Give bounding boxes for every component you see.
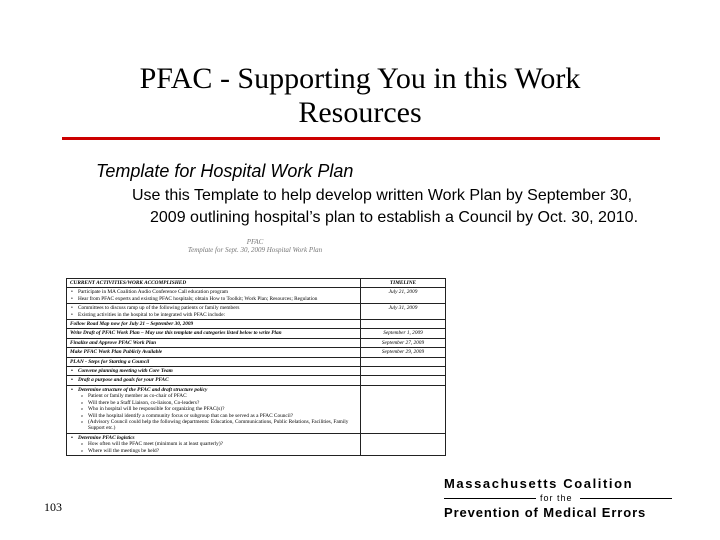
list-item: o (Advisory Council could help the following departments: Education, Communications, Public Relations, Facilities, Family Support etc.)	[70, 419, 357, 432]
table-row	[67, 348, 446, 357]
slide-title	[0, 62, 720, 130]
coalition-logo	[440, 476, 680, 526]
col-header-activities: CURRENT ACTIVITIES/WORK ACCOMPLISHED	[67, 279, 361, 288]
template-heading-line-1: PFAC	[246, 238, 264, 246]
list-item: • Draft a purpose and goals for your PFAC	[70, 377, 357, 383]
logo-divider-right	[580, 498, 672, 499]
list-item: • Participate in MA Coalition Audio Conference Call education program	[70, 289, 357, 295]
list-item: • Committees to discuss ramp up of the following patients or family members	[70, 305, 357, 311]
list-item: o Will the hospital identify a community focus or subgroup that can be served as a PFAC Council?	[70, 413, 357, 419]
list-item: • Determine PFAC logistics	[70, 435, 357, 441]
template-heading	[60, 238, 450, 254]
list-item: • Convene planning meeting with Core Team	[70, 368, 357, 374]
body-line-2: 2009 outlining hospital’s plan to establish a Council by Oct. 30, 2010.	[150, 209, 639, 226]
title-underline	[62, 137, 660, 140]
table-cell	[361, 385, 446, 433]
title-line-1: PFAC - Supporting You in this Work	[139, 62, 581, 95]
table-cell	[361, 357, 446, 366]
table-row	[67, 338, 446, 347]
table-cell	[361, 367, 446, 376]
list-item: o Will there be a Staff Liaison, co-liaison, Co-leaders?	[70, 400, 357, 406]
list-item: • Determine structure of the PFAC and draft structure policy	[70, 387, 357, 393]
table-row	[67, 288, 446, 304]
timeline-cell: September 29, 2009	[361, 348, 446, 357]
table-row	[67, 385, 446, 433]
timeline-cell: September 27, 2009	[361, 338, 446, 347]
table-row	[67, 433, 446, 455]
table-row	[67, 357, 446, 366]
table-cell: Make PFAC Work Plan Publicly Available	[67, 348, 361, 357]
page-number: 103	[44, 500, 62, 514]
logo-line-2: for the	[540, 493, 573, 503]
table-cell	[67, 367, 361, 376]
col-header-timeline: TIMELINE	[361, 279, 446, 288]
work-plan-table	[66, 278, 446, 456]
list-item: o Where will the meetings be held?	[70, 448, 357, 454]
table-row	[67, 304, 446, 320]
list-item: o Who in hospital will be responsible for organizing the PFAC(s)?	[70, 406, 357, 412]
table-cell	[361, 376, 446, 385]
table-row	[67, 279, 446, 288]
table-cell	[67, 288, 361, 304]
table-cell: PLAN - Steps for Starting a Council	[67, 357, 361, 366]
body-line-1: Use this Template to help develop written Work Plan by September 30,	[132, 187, 633, 204]
timeline-cell: July 21, 2009	[361, 288, 446, 304]
table-cell: Write Draft of PFAC Work Plan – May use this template and categories listed below to write Plan	[67, 329, 361, 338]
list-item: o Patient or family member as co-chair of PFAC	[70, 393, 357, 399]
table-cell: Follow Road Map now for July 21 – September 30, 2009	[67, 320, 361, 329]
work-plan-template-image	[60, 238, 450, 474]
table-cell	[361, 320, 446, 329]
table-row	[67, 376, 446, 385]
subheading: Template for Hospital Work Plan	[96, 161, 354, 181]
list-item: • Hear from PFAC experts and existing PFAC hospitals; obtain How to Toolkit; Work Plan; Resources; Regulation	[70, 296, 357, 302]
list-item: • Existing activities in the hospital to be integrated with PFAC include:	[70, 312, 357, 318]
table-cell: Finalize and Approve PFAC Work Plan	[67, 338, 361, 347]
table-cell	[67, 385, 361, 433]
template-heading-line-2: Template for Sept. 30, 2009 Hospital Work Plan	[187, 246, 323, 254]
logo-divider	[440, 493, 672, 505]
table-row	[67, 320, 446, 329]
list-item: o How often will the PFAC meet (minimum is at least quarterly)?	[70, 441, 357, 447]
table-cell	[67, 304, 361, 320]
logo-line-1: Massachusetts Coalition	[444, 476, 634, 491]
title-line-2: Resources	[298, 96, 422, 129]
timeline-cell: July 31, 2009	[361, 304, 446, 320]
timeline-cell: September 1, 2009	[361, 329, 446, 338]
table-cell	[361, 433, 446, 455]
table-row	[67, 367, 446, 376]
logo-line-3: Prevention of Medical Errors	[444, 505, 647, 520]
table-cell	[67, 376, 361, 385]
logo-divider-left	[444, 498, 536, 499]
body-text	[132, 185, 672, 229]
table-row	[67, 329, 446, 338]
table-cell	[67, 433, 361, 455]
